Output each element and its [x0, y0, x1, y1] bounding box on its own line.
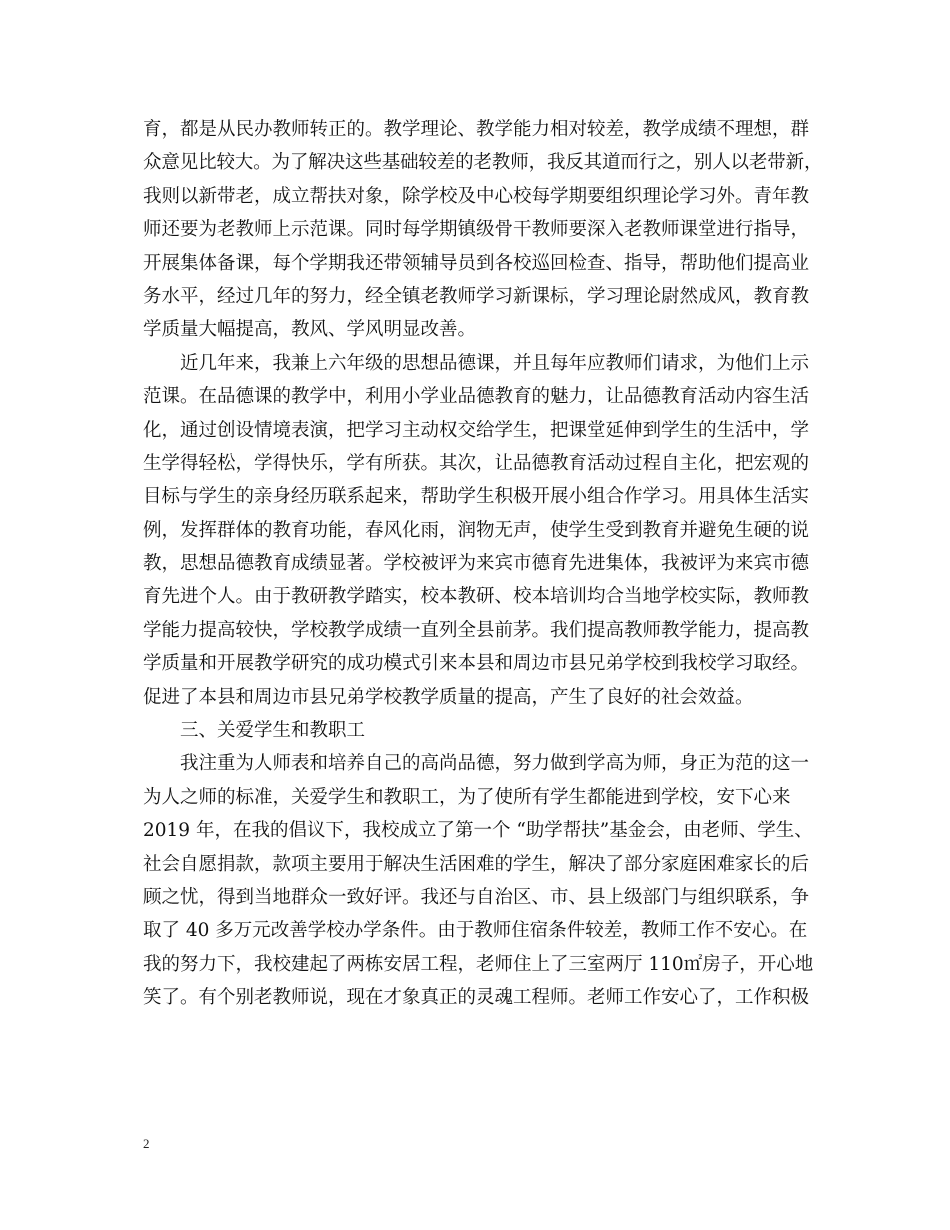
text-line: 社会自愿捐款，款项主要用于解决生活困难的学生，解决了部分家庭困难家长的后: [143, 853, 810, 875]
text-line: 育，都是从民办教师转正的。教学理论、教学能力相对较差，教学成绩不理想，群: [143, 119, 810, 140]
text-line: 2019 年，在我的倡议下，我校成立了第一个 “助学帮扶”基金会，由老师、学生、: [143, 820, 813, 842]
text-line: 我的努力下，我校建起了两栋安居工程，老师住上了三室两厅 110㎡房子，开心地: [143, 953, 814, 975]
text-line: 教，思想品德教育成绩显著。学校被评为来宾市德育先进集体，我被评为来宾市德: [143, 553, 810, 575]
text-line: 为人之师的标准，关爱学生和教职工，为了使所有学生都能进到学校，安下心来: [143, 786, 791, 808]
text-line: 我则以新带老，成立帮扶对象，除学校及中心校每学期要组织理论学习外。青年教: [143, 185, 810, 207]
text-line: 促进了本县和周边市县兄弟学校教学质量的提高，产生了良好的社会效益。: [143, 686, 754, 708]
text-line: 师还要为老教师上示范课。同时每学期镇级骨干教师要深入老教师课堂进行指导，: [143, 219, 810, 241]
text-line: 三、关爱学生和教职工: [143, 720, 366, 742]
text-line: 生学得轻松，学得快乐，学有所获。其次，让品德教育活动过程自主化，把宏观的: [143, 452, 810, 474]
text-line: 范课。在品德课的教学中，利用小学业品德教育的魅力，让品德教育活动内容生活: [143, 386, 810, 408]
text-line: 务水平，经过几年的努力，经全镇老教师学习新课标，学习理论尉然成风，教育教: [143, 285, 810, 307]
text-line: 近几年来，我兼上六年级的思想品德课，并且每年应教师们请求，为他们上示: [143, 352, 810, 374]
text-line: 学质量大幅提高，教风、学风明显改善。: [143, 319, 477, 341]
page-number: 2: [143, 1136, 150, 1151]
text-line: 开展集体备课，每个学期我还带领辅导员到各校巡回检查、指导，帮助他们提高业: [143, 252, 810, 274]
text-line: 学质量和开展教学研究的成功模式引来本县和周边市县兄弟学校到我校学习取经。: [143, 653, 810, 675]
text-line: 众意见比较大。为了解决这些基础较差的老教师，我反其道而行之，别人以老带新，: [143, 152, 823, 174]
text-line: 顾之忧，得到当地群众一致好评。我还与自治区、市、县上级部门与组织联系，争: [143, 886, 810, 908]
text-line: 例，发挥群体的教育功能，春风化雨，润物无声，使学生受到教育并避免生硬的说: [143, 519, 810, 541]
text-line: 学能力提高较快，学校教学成绩一直列全县前茅。我们提高教师教学能力，提高教: [143, 619, 810, 641]
text-line: 取了 40 多万元改善学校办学条件。由于教师住宿条件较差，教师工作不安心。在: [143, 920, 808, 942]
text-line: 目标与学生的亲身经历联系起来，帮助学生积极开展小组合作学习。用具体生活实: [143, 486, 810, 508]
text-line: 育先进个人。由于教研教学踏实，校本教研、校本培训均合当地学校实际，教师教: [143, 586, 810, 608]
text-line: 化，通过创设情境表演，把学习主动权交给学生，把课堂延伸到学生的生活中，学: [143, 419, 810, 441]
body-text: [143, 113, 823, 1015]
text-line: 笑了。有个别老教师说，现在才象真正的灵魂工程师。老师工作安心了，工作积极: [143, 987, 810, 1009]
text-line: 我注重为人师表和培养自己的高尚品德，努力做到学高为师，身正为范的这一: [143, 753, 810, 775]
